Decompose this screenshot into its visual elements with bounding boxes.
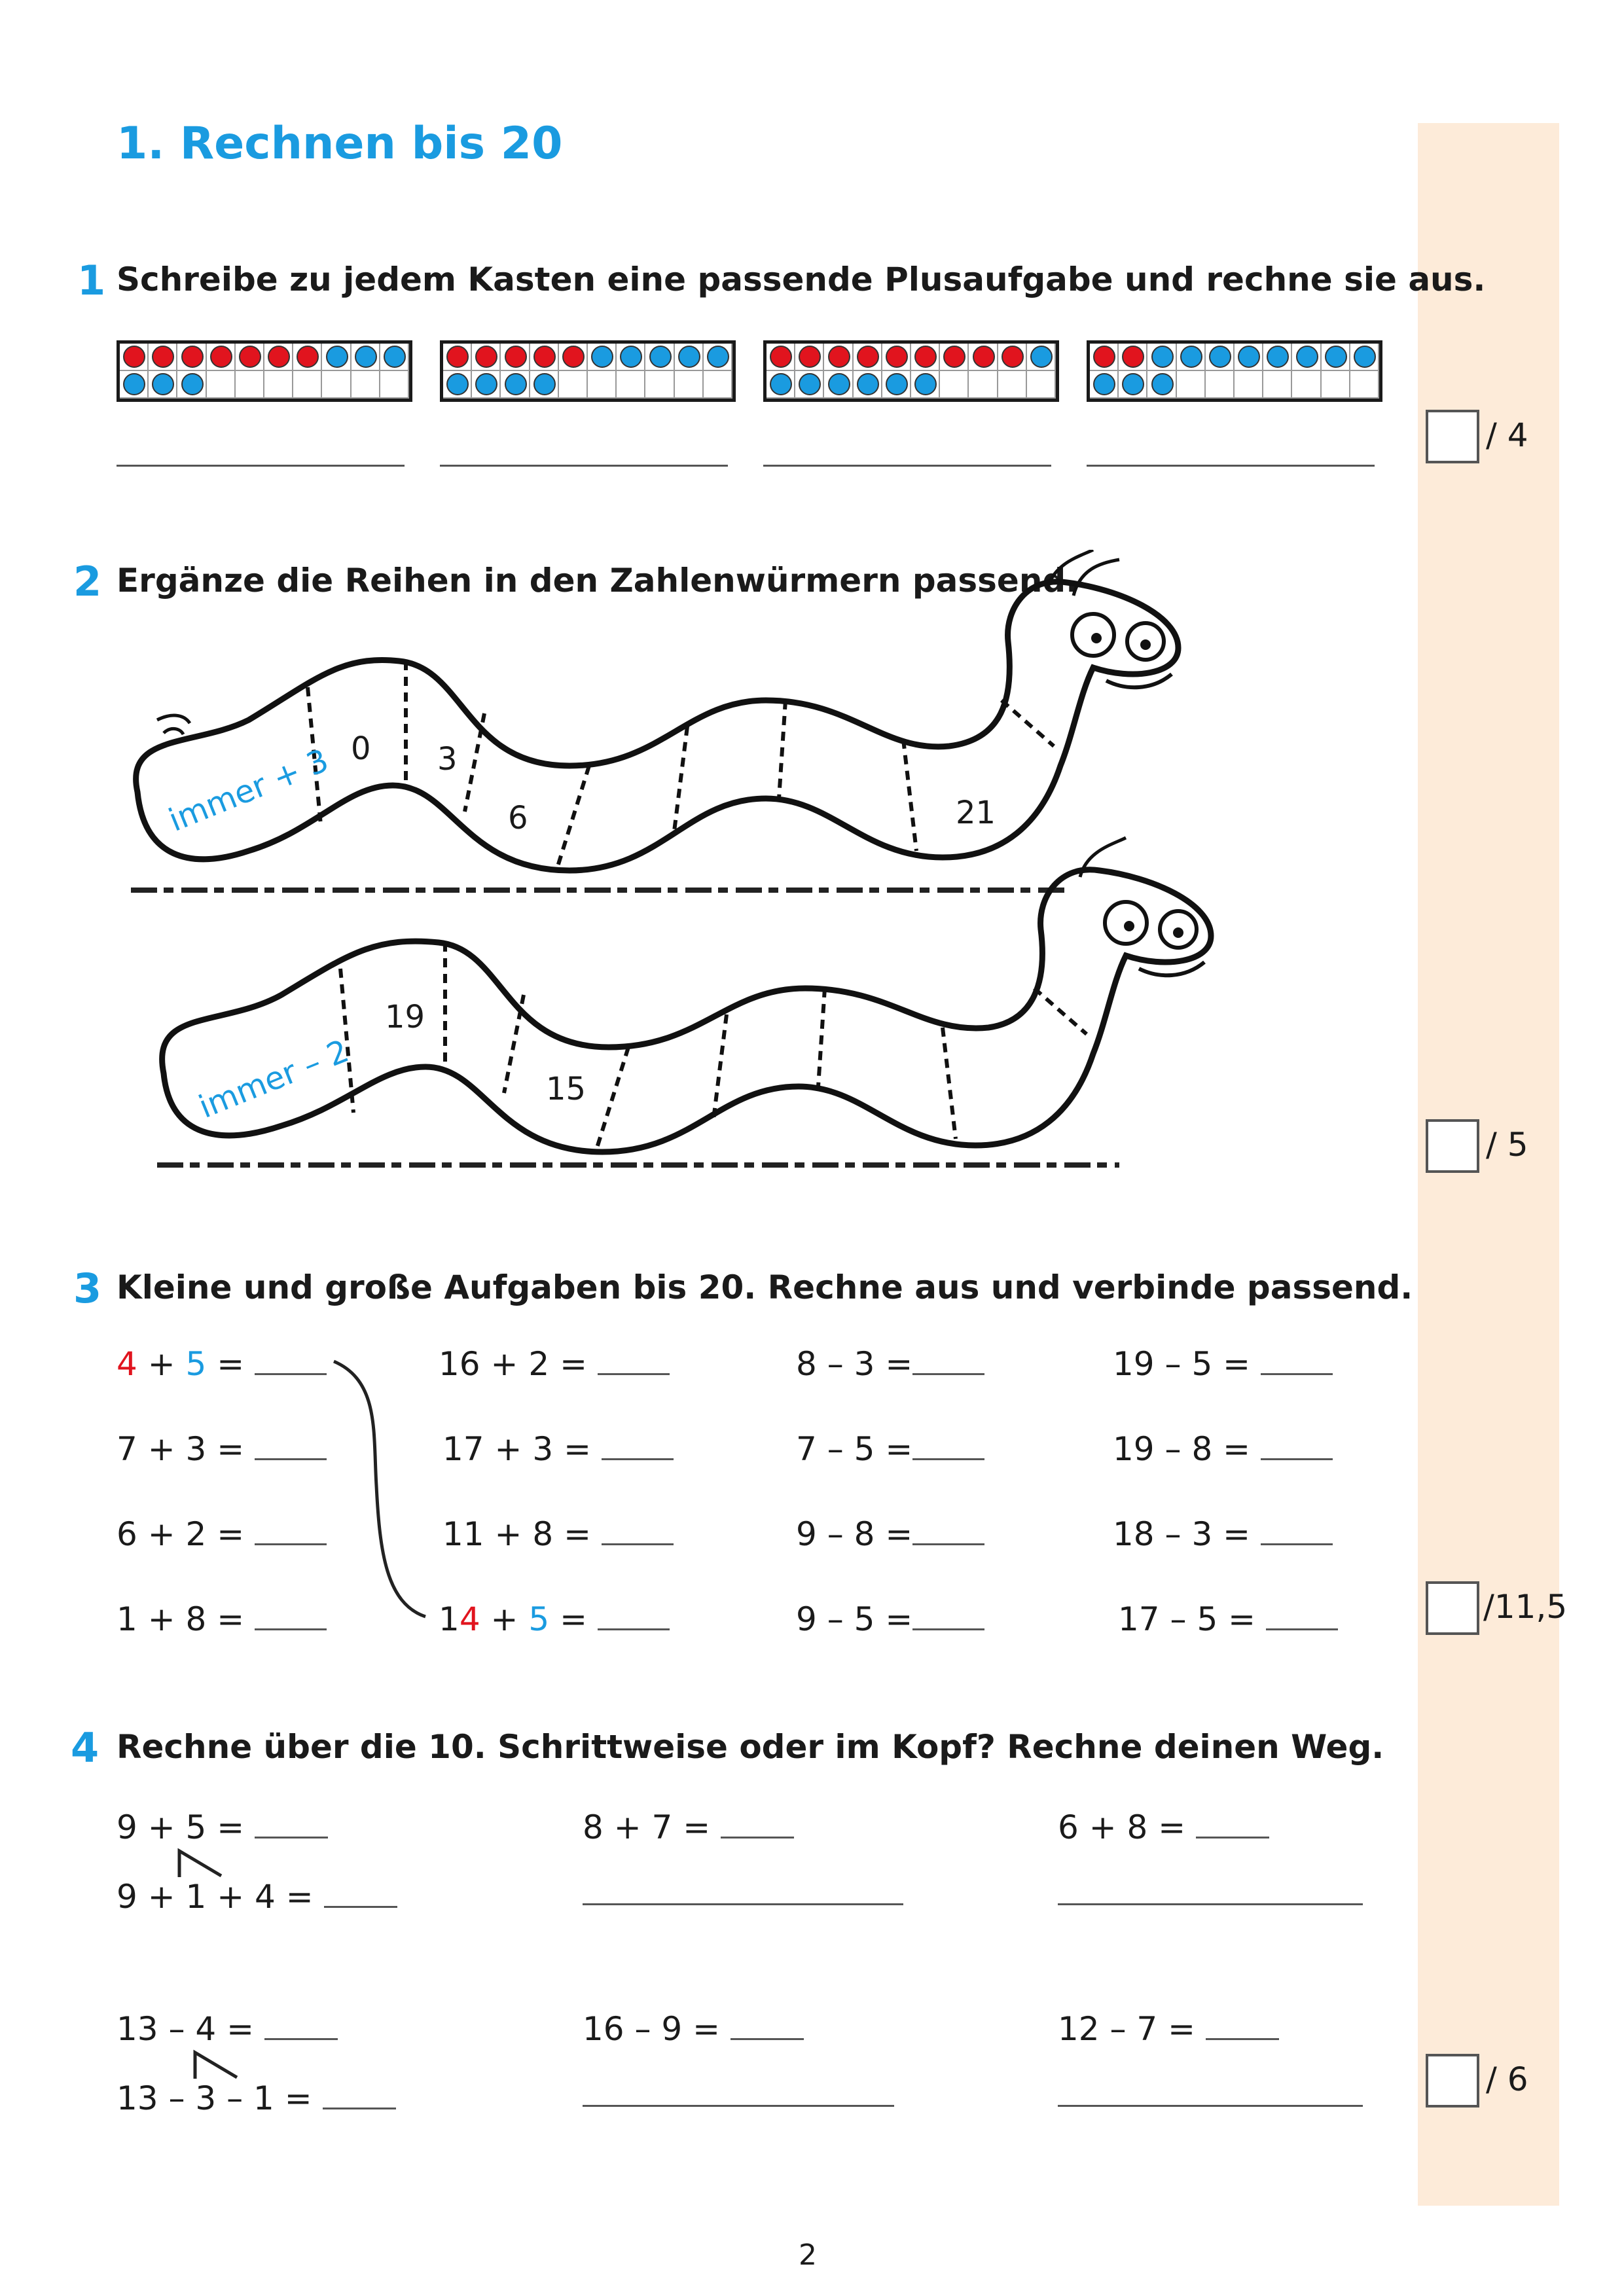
ten-frame-3 [763, 340, 1059, 402]
task3-number: 3 [73, 1265, 102, 1312]
frame-cell [1177, 371, 1206, 399]
frame-cell [1350, 371, 1379, 399]
worm1-rule: immer + 3 [164, 742, 334, 839]
blue-counter [123, 373, 145, 395]
answer-blank[interactable] [255, 1429, 327, 1460]
blue-counter [591, 346, 613, 368]
task3-col1-row3: 6 + 2 = [117, 1515, 327, 1553]
frame-cell [704, 371, 732, 399]
blue-counter [1180, 346, 1202, 368]
worm2-number-2: 15 [546, 1071, 586, 1107]
blue-counter [1151, 373, 1174, 395]
task4-heading: Rechne über die 10. Schrittweise oder im Kopf? Rechne deinen Weg. [117, 1728, 1384, 1766]
ten-frame-2 [440, 340, 736, 402]
frame-cell [940, 371, 969, 399]
answer-blank[interactable] [1266, 1600, 1338, 1630]
answer-blank[interactable] [602, 1429, 674, 1460]
frame-cell [998, 371, 1027, 399]
answer-blank[interactable] [912, 1600, 984, 1630]
task1-number: 1 [77, 257, 106, 304]
task4-row2-step: 13 – 3 – 1 = [117, 2079, 396, 2117]
answer-blank[interactable] [602, 1515, 674, 1545]
worm2-body [162, 870, 1211, 1152]
answer-line-4[interactable] [1087, 465, 1375, 467]
red-counter [562, 346, 585, 368]
red-counter [446, 346, 469, 368]
task1-heading: Schreibe zu jedem Kasten eine passende Plusaufgabe und rechne sie aus. [117, 260, 1486, 298]
worm1-number-1: 0 [351, 730, 371, 767]
red-counter [828, 346, 850, 368]
work-line-row1-col3[interactable] [1058, 1903, 1363, 1905]
score-box-task3[interactable] [1426, 1581, 1479, 1635]
answer-blank[interactable] [598, 1344, 670, 1375]
frame-cell [1235, 371, 1263, 399]
frame-cell [1027, 371, 1056, 399]
task3-col4-row1: 19 – 5 = [1113, 1344, 1333, 1383]
task3-col2-row2: 17 + 3 = [442, 1429, 674, 1468]
frame-cell [264, 371, 293, 399]
answer-blank[interactable] [1206, 2009, 1279, 2040]
blue-counter [1296, 346, 1318, 368]
blue-counter [1354, 346, 1376, 368]
score-box-task2[interactable] [1426, 1119, 1479, 1173]
frame-cell [617, 371, 645, 399]
answer-line-1[interactable] [117, 465, 405, 467]
frame-cell [293, 371, 322, 399]
red-counter [1093, 346, 1115, 368]
frame-cell [322, 371, 351, 399]
answer-blank[interactable] [912, 1429, 984, 1460]
task4-row2-col2: 16 – 9 = [583, 2009, 804, 2048]
blue-counter [1325, 346, 1347, 368]
answer-blank[interactable] [1261, 1344, 1333, 1375]
blue-counter [828, 373, 850, 395]
task3-col2-row4: 14 + 5 = [439, 1600, 670, 1638]
task2-number: 2 [73, 558, 102, 605]
answer-blank[interactable] [264, 2009, 338, 2040]
answer-blank[interactable] [324, 1877, 397, 1908]
frame-cell [588, 371, 617, 399]
red-counter [857, 346, 879, 368]
task3-col1-row1: 4 + 5 = [117, 1344, 327, 1383]
score-label-task2: / 5 [1486, 1126, 1528, 1164]
connecting-line-example [327, 1355, 445, 1630]
task4-row1-col3: 6 + 8 = [1058, 1808, 1269, 1846]
decompose-mark-2 [191, 2047, 257, 2080]
blue-counter [326, 346, 348, 368]
task4-number: 4 [71, 1724, 99, 1772]
blue-counter [707, 346, 729, 368]
answer-blank[interactable] [912, 1344, 984, 1375]
blue-counter [505, 373, 527, 395]
answer-blank[interactable] [255, 1600, 327, 1630]
blue-counter [533, 373, 556, 395]
task4-row1-col1: 9 + 5 = [117, 1808, 328, 1846]
blue-counter [1093, 373, 1115, 395]
score-label-task4: / 6 [1486, 2060, 1528, 2098]
blue-counter [181, 373, 204, 395]
score-box-task1[interactable] [1426, 410, 1479, 463]
red-counter [973, 346, 995, 368]
blue-counter [1030, 346, 1053, 368]
task3-col3-row3: 9 – 8 = [796, 1515, 984, 1553]
red-counter [239, 346, 261, 368]
page-title: 1. Rechnen bis 20 [117, 118, 563, 170]
task3-col4-row4: 17 – 5 = [1118, 1600, 1338, 1638]
worm1-number-4: 21 [956, 795, 996, 831]
answer-blank[interactable] [721, 1808, 794, 1839]
blue-counter [1151, 346, 1174, 368]
frame-cell [969, 371, 998, 399]
blue-counter [857, 373, 879, 395]
score-label-task3: /11,5 [1483, 1588, 1568, 1626]
work-line-row2-col2[interactable] [583, 2105, 894, 2107]
answer-blank[interactable] [1196, 1808, 1269, 1839]
frame-cell [645, 371, 674, 399]
red-counter [123, 346, 145, 368]
task3-col4-row2: 19 – 8 = [1113, 1429, 1333, 1468]
red-counter [770, 346, 792, 368]
task4-row1-step: 9 + 1 + 4 = [117, 1877, 397, 1916]
task3-col3-row4: 9 – 5 = [796, 1600, 984, 1638]
task3-col1-row2: 7 + 3 = [117, 1429, 327, 1468]
frame-cell [1322, 371, 1350, 399]
frame-cell [1206, 371, 1235, 399]
score-label-task1: / 4 [1486, 416, 1528, 454]
answer-blank[interactable] [323, 2079, 396, 2109]
task3-col2-row3: 11 + 8 = [442, 1515, 674, 1553]
worm1-number-2: 3 [437, 741, 458, 778]
blue-counter [1209, 346, 1231, 368]
frame-cell [1263, 371, 1292, 399]
red-counter [268, 346, 290, 368]
task3-col3-row1: 8 – 3 = [796, 1344, 984, 1383]
red-counter [914, 346, 937, 368]
blue-counter [1238, 346, 1260, 368]
task3-heading: Kleine und große Aufgaben bis 20. Rechne aus und verbinde passend. [117, 1268, 1413, 1306]
red-counter [886, 346, 908, 368]
ten-frame-4 [1087, 340, 1382, 402]
blue-counter [770, 373, 792, 395]
page-number: 2 [799, 2238, 817, 2272]
worm2-number-1: 19 [385, 999, 425, 1035]
work-line-row2-col3[interactable] [1058, 2105, 1363, 2107]
red-counter [210, 346, 232, 368]
blue-counter [649, 346, 672, 368]
blue-counter [914, 373, 937, 395]
score-box-task4[interactable] [1426, 2054, 1479, 2108]
answer-blank[interactable] [598, 1600, 670, 1630]
answer-blank[interactable] [912, 1515, 984, 1545]
frame-cell [380, 371, 409, 399]
red-counter [181, 346, 204, 368]
blue-counter [886, 373, 908, 395]
frame-cell [559, 371, 588, 399]
answer-line-2[interactable] [440, 465, 728, 467]
answer-blank[interactable] [731, 2009, 804, 2040]
work-line-row1-col2[interactable] [583, 1903, 903, 1905]
task3-col3-row2: 7 – 5 = [796, 1429, 984, 1468]
red-counter [505, 346, 527, 368]
task2-heading: Ergänze die Reihen in den Zahlenwürmern passend. [117, 562, 1079, 600]
task4-row2-col1: 13 – 4 = [117, 2009, 338, 2048]
task3-col1-row4: 1 + 8 = [117, 1600, 327, 1638]
task3-col4-row3: 18 – 3 = [1113, 1515, 1333, 1553]
worm1-number-3: 6 [508, 800, 528, 836]
blue-counter [384, 346, 406, 368]
frame-cell [236, 371, 264, 399]
frame-cell [675, 371, 704, 399]
frame-cell [1292, 371, 1321, 399]
decompose-mark-1 [175, 1846, 241, 1878]
blue-counter [355, 346, 377, 368]
ten-frame-1 [117, 340, 412, 402]
blue-counter [678, 346, 700, 368]
answer-blank[interactable] [255, 1515, 327, 1545]
answer-blank[interactable] [1261, 1429, 1333, 1460]
task4-row1-col2: 8 + 7 = [583, 1808, 794, 1846]
worm2-rule: immer – 2 [194, 1032, 354, 1126]
answer-blank[interactable] [1261, 1515, 1333, 1545]
task4-row2-col3: 12 – 7 = [1058, 2009, 1279, 2048]
frame-cell [352, 371, 380, 399]
blue-counter [446, 373, 469, 395]
red-counter [1001, 346, 1024, 368]
answer-blank[interactable] [255, 1344, 327, 1375]
answer-blank[interactable] [255, 1808, 328, 1839]
worm1-body [136, 582, 1178, 870]
answer-line-3[interactable] [763, 465, 1051, 467]
task3-col2-row1: 16 + 2 = [439, 1344, 670, 1383]
frame-cell [207, 371, 236, 399]
red-counter [533, 346, 556, 368]
